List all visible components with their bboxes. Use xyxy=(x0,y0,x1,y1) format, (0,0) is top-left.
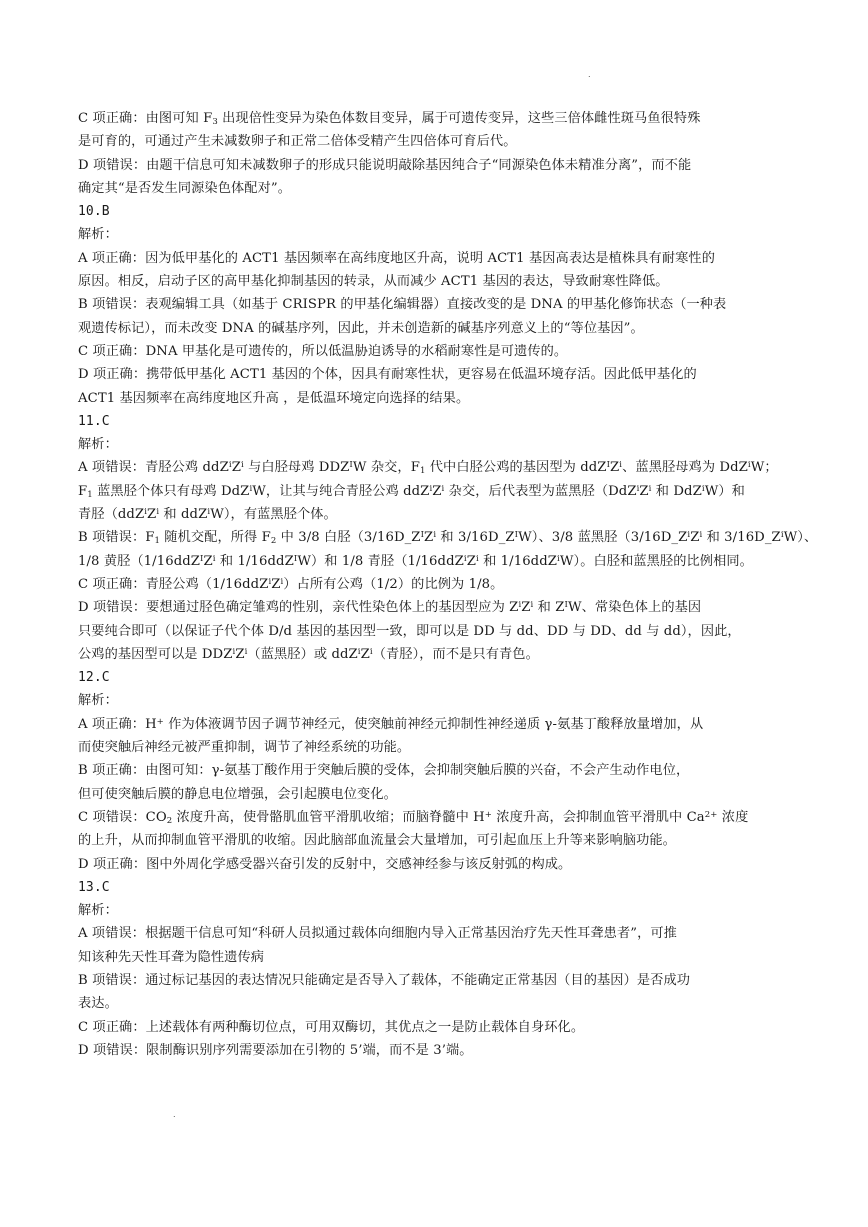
text-line: 1/8 黄胫（$1/16ddZ^IZ^i$ 和 1/16ddZ$^I$W）和 1/8 青胫（$1/16ddZ^iZ^i$ 和 1/16ddZ$^i$W）。白胫和蓝黑胫的比例相同。 xyxy=(78,553,753,569)
text-line: D 项错误：由题干信息可知未减数卵子的形成只能说明敲除基因纯合子“同源染色体未精准分离”，而不能 xyxy=(78,157,692,173)
question-number: 11.C xyxy=(78,413,110,429)
text-line: 确定其“是否发生同源染色体配对”。 xyxy=(78,180,291,196)
text-line: 是可育的，可通过产生未减数卵子和正常二倍体受精产生四倍体可育后代。 xyxy=(78,134,517,150)
text-line: D 项错误：要想通过胫色确定雏鸡的性别，亲代性染色体上的基因型应为 $Z^iZ^i$ 和 $Z^IW$、常染色体上的基因 xyxy=(78,600,702,616)
text-line: 的上升，从而抑制血管平滑肌的收缩。因此脑部血流量会大量增加，可引起血压上升等来影响脑功能。 xyxy=(78,833,676,849)
text-line: $F_1$ 蓝黑胫个体只有母鸡 DdZ$^i$W，让其与纯合青胫公鸡 $ddZ^iZ^i$ 杂交，后代表型为蓝黑胫（$DdZ^iZ^i$ 和 DdZ$^i$W）和 xyxy=(78,483,745,500)
text-line: 知该种先天性耳聋为隐性遗传病 xyxy=(78,949,265,965)
text-line: 青胫（$ddZ^iZ^i$ 和 ddZ$^i$W），有蓝黑胫个体。 xyxy=(78,507,337,523)
text-line: 原因。相反，启动子区的高甲基化抑制基因的转录，从而减少 ACT1 基因的表达，导致耐寒性降低。 xyxy=(78,274,669,290)
text-line: 表达。 xyxy=(78,996,118,1012)
page-mark-top: . xyxy=(588,70,591,79)
text-line: B 项错误：表观编辑工具（如基于 CRISPR 的甲基化编辑器）直接改变的是 DNA 的甲基化修饰状态（一种表 xyxy=(78,297,727,313)
text-line: A 项错误：根据题干信息可知“科研人员拟通过载体向细胞内导入正常基因治疗先天性耳聋患者”，可推 xyxy=(78,926,677,942)
text-line: B 项错误：通过标记基因的表达情况只能确定是否导入了载体，不能确定正常基因（目的基因）是否成功 xyxy=(78,972,691,988)
text-line: 但可使突触后膜的静息电位增强，会引起膜电位变化。 xyxy=(78,786,397,802)
text-line: D 项正确：图中外周化学感受器兴奋引发的反射中，交感神经参与该反射弧的构成。 xyxy=(78,856,572,872)
text-line: C 项正确：由图可知 $F_3$ 出现倍性变异为染色体数目变异，属于可遗传变异，这些三倍体雌性斑马鱼很特殊 xyxy=(78,111,701,127)
text-line: B 项错误：$F_1$ 随机交配，所得 $F_2$ 中 3/8 白胫（$3/16D\_Z^IZ^i$ 和 $3/16D\_Z^IW$）、3/8 蓝黑胫（$3/16D\_Z^iZ^i$ 和 $3/16D\_Z^iW$）、 xyxy=(78,530,818,547)
text-line: A 项正确：H+ 作为体液调节因子调节神经元，使突触前神经元抑制性神经递质 γ-氨基丁酸释放量增加，从 xyxy=(78,716,704,732)
text-line: C 项正确：DNA 甲基化是可遗传的，所以低温胁迫诱导的水稻耐寒性是可遗传的。 xyxy=(78,343,568,359)
analysis-label: 解析： xyxy=(78,227,118,243)
text-line: C 项正确：上述载体有两种酶切位点，可用双酶切，其优点之一是防止载体自身环化。 xyxy=(78,1019,585,1035)
question-number: 13.C xyxy=(78,879,110,895)
text-line: D 项正确：携带低甲基化 ACT1 基因的个体，因具有耐寒性状，更容易在低温环境存活。因此低甲基化的 xyxy=(78,367,697,383)
analysis-label: 解析： xyxy=(78,693,118,709)
text-line: 只要纯合即可（以保证子代个体 D/d 基因的基因型一致，即可以是 DD 与 dd、DD 与 DD、dd 与 dd），因此， xyxy=(78,623,741,639)
text-line: 而使突触后神经元被严重抑制，调节了神经系统的功能。 xyxy=(78,740,411,756)
page-mark-bottom: . xyxy=(173,1110,176,1119)
text-line: D 项错误：限制酶识别序列需要添加在引物的 5’端，而不是 3’端。 xyxy=(78,1042,473,1058)
document-body xyxy=(78,107,818,1062)
text-line: B 项正确：由图可知：γ-氨基丁酸作用于突触后膜的受体，会抑制突触后膜的兴奋，不会产生动作电位， xyxy=(78,763,690,779)
text-line: A 项正确：因为低甲基化的 ACT1 基因频率在高纬度地区升高，说明 ACT1 基因高表达是植株具有耐寒性的 xyxy=(78,250,715,266)
text-line: C 项正确：青胫公鸡$(1/16ddZ^iZ^i)$占所有公鸡（1/2）的比例为 1/8。 xyxy=(78,576,504,592)
text-line: ACT1 基因频率在高纬度地区升高 ，是低温环境定向选择的结果。 xyxy=(78,390,470,406)
text-line: C 项错误：$CO_2$ 浓度升高，使骨骼肌血管平滑肌收缩；而脑脊髓中 H+ 浓度升高，会抑制血管平滑肌中 $Ca^{2+}$ 浓度 xyxy=(78,809,749,826)
text-line: A 项错误：青胫公鸡 $ddZ^iZ^i$ 与白胫母鸡 $DDZ^IW$ 杂交，$F_1$ 代中白胫公鸡的基因型为 $ddZ^IZ^i$、蓝黑胫母鸡为 DdZ$^i$W； xyxy=(78,460,778,477)
text-line: 观遗传标记），而未改变 DNA 的碱基序列，因此，并未创造新的碱基序列意义上的“等位基因”。 xyxy=(78,320,644,336)
question-number: 12.C xyxy=(78,670,110,686)
analysis-label: 解析： xyxy=(78,437,118,453)
text-line: 公鸡的基因型可以是 $DDZ^iZ^i$（蓝黑胫）或 $ddZ^iZ^i$（青胫），而不是只有青色。 xyxy=(78,646,539,662)
analysis-label: 解析： xyxy=(78,903,118,919)
question-number: 10.B xyxy=(78,204,110,220)
